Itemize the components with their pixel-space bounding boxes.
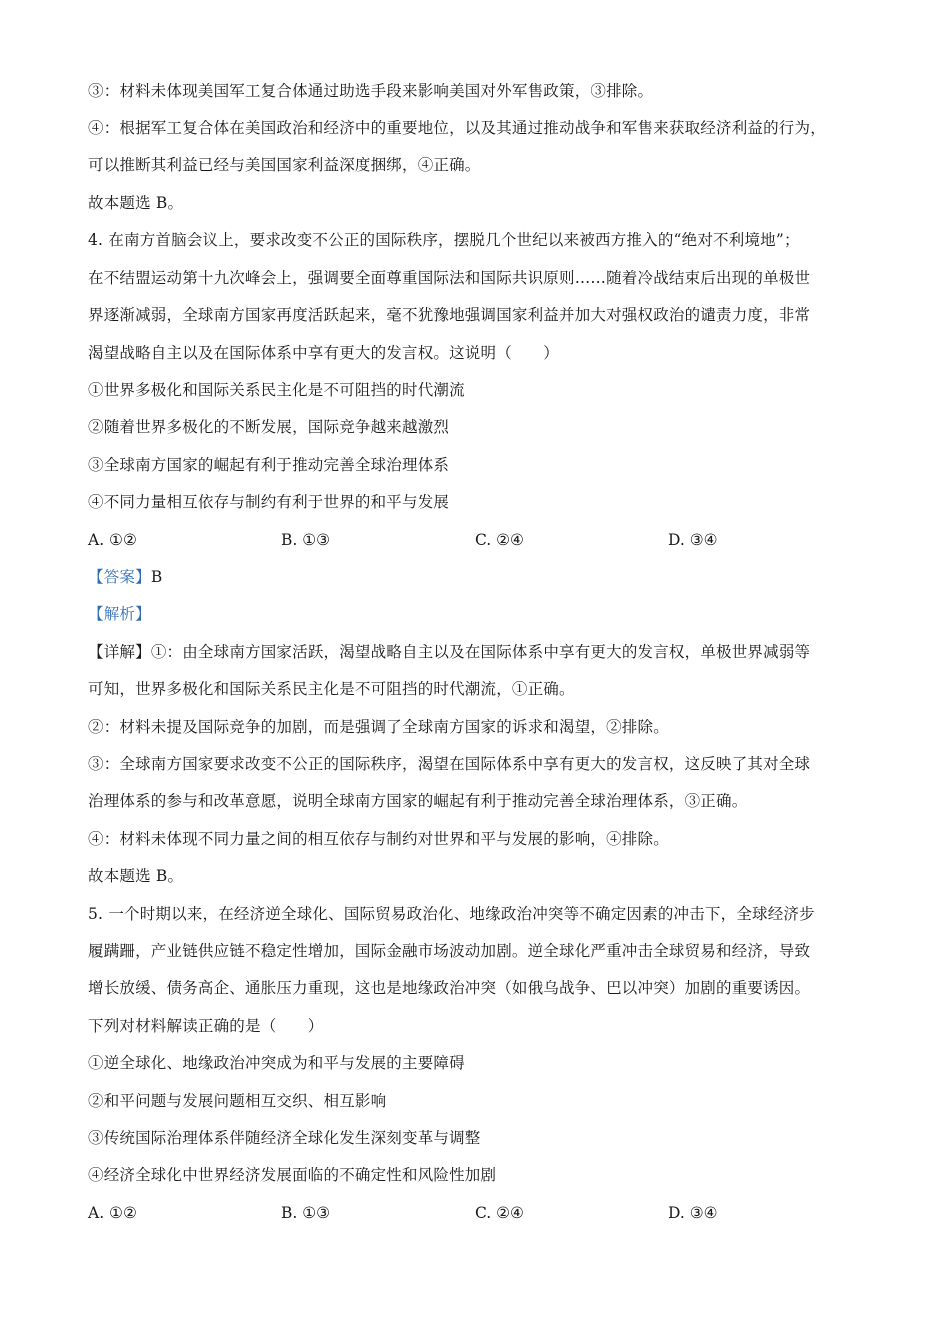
q3-explanation-line-4-cont: 可以推断其利益已经与美国国家利益深度捆绑，④正确。 [88,156,481,174]
q3-explanation-line-4: ④：根据军工复合体在美国政治和经济中的重要地位，以及其通过推动战争和军售来获取经济利益的行为， [88,119,826,137]
q4-stem-line-1: 4. 在南方首脑会议上，要求改变不公正的国际秩序，摆脱几个世纪以来被西方推入的“绝对不利境地”； [88,231,800,249]
q5-statement-3: ③传统国际治理体系伴随经济全球化发生深刻变革与调整 [88,1129,481,1147]
q4-option-b: B. ①③ [281,531,331,549]
q5-stem-line-3: 增长放缓、债务高企、通胀压力重现，这也是地缘政治冲突（如俄乌战争、巴以冲突）加剧的重要诱因。 [88,979,811,997]
q3-explanation-line-3: ③：材料未体现美国军工复合体通过助选手段来影响美国对外军售政策，③排除。 [88,82,654,100]
q4-option-c: C. ②④ [475,531,524,549]
q5-stem-line-4: 下列对材料解读正确的是（ ） [88,1017,324,1035]
q3-conclusion: 故本题选 B。 [88,194,184,212]
q5-stem-line-1: 5. 一个时期以来，在经济逆全球化、国际贸易政治化、地缘政治冲突等不确定因素的冲击下，全球经济步 [88,905,815,923]
q4-detail-line-4: ③：全球南方国家要求改变不公正的国际秩序，渴望在国际体系中享有更大的发言权，这反映了其对全球 [88,755,811,773]
q4-statement-2: ②随着世界多极化的不断发展，国际竞争越来越激烈 [88,418,450,436]
q4-option-a: A. ①② [88,531,137,549]
q5-option-c: C. ②④ [475,1204,524,1222]
q4-stem-line-3: 界逐渐减弱，全球南方国家再度活跃起来，毫不犹豫地强调国家利益并加大对强权政治的谴责力度，非常 [88,306,811,324]
q5-statement-4: ④经济全球化中世界经济发展面临的不确定性和风险性加剧 [88,1166,497,1184]
detail-text: ①：由全球南方国家活跃，渴望战略自主以及在国际体系中享有更大的发言权，单极世界减弱等 [150,643,811,661]
q5-stem-line-2: 履蹒跚，产业链供应链不稳定性增加，国际金融市场波动加剧。逆全球化严重冲击全球贸易和经济，导致 [88,942,811,960]
answer-tag: 【答案】 [88,568,151,586]
q4-statement-3: ③全球南方国家的崛起有利于推动完善全球治理体系 [88,456,450,474]
q4-statement-4: ④不同力量相互依存与制约有利于世界的和平与发展 [88,493,450,511]
q5-statement-2: ②和平问题与发展问题相互交织、相互影响 [88,1092,387,1110]
detail-tag: 【详解】 [88,643,151,661]
q4-stem-line-4: 渴望战略自主以及在国际体系中享有更大的发言权。这说明（ ） [88,344,560,362]
analysis-tag: 【解析】 [88,605,151,623]
answer-value: B [150,568,163,586]
q4-detail-line-3: ②：材料未提及国际竞争的加剧，而是强调了全球南方国家的诉求和渴望，②排除。 [88,718,669,736]
q5-option-d: D. ③④ [668,1204,718,1222]
q4-statement-1: ①世界多极化和国际关系民主化是不可阻挡的时代潮流 [88,381,465,399]
q4-detail-line-1 [88,641,878,663]
q5-option-b: B. ①③ [281,1204,331,1222]
q5-option-a: A. ①② [88,1204,137,1222]
q4-detail-line-2: 可知，世界多极化和国际关系民主化是不可阻挡的时代潮流，①正确。 [88,680,575,698]
q4-detail-line-6: ④：材料未体现不同力量之间的相互依存与制约对世界和平与发展的影响，④排除。 [88,830,669,848]
q4-option-d: D. ③④ [668,531,718,549]
q5-statement-1: ①逆全球化、地缘政治冲突成为和平与发展的主要障碍 [88,1054,465,1072]
q4-stem-line-2: 在不结盟运动第十九次峰会上，强调要全面尊重国际法和国际共识原则……随着冷战结束后出现的单极世 [88,269,811,287]
q4-answer [88,566,878,588]
q4-conclusion: 故本题选 B。 [88,867,184,885]
q4-detail-line-5: 治理体系的参与和改革意愿，说明全球南方国家的崛起有利于推动完善全球治理体系，③正确。 [88,792,748,810]
